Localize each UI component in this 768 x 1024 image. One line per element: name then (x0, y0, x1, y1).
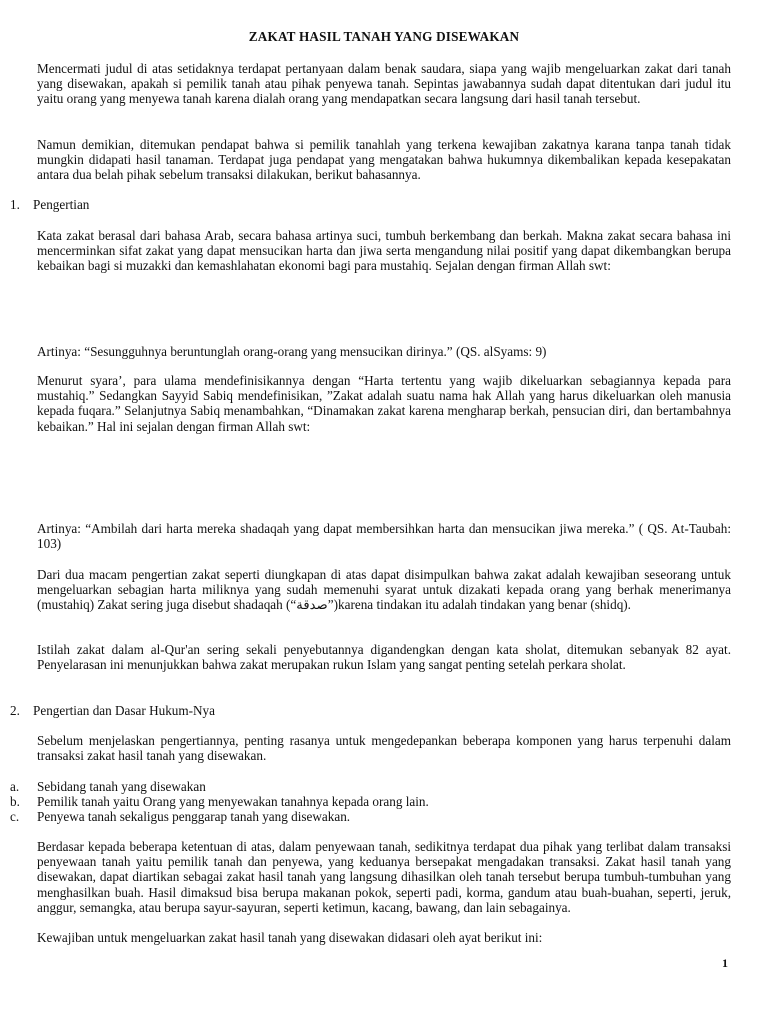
list-item (10, 794, 730, 809)
section-1-paragraph-1: Kata zakat berasal dari bahasa Arab, secara bahasa artinya suci, tumbuh berkembang dan berkah. Makna zakat secara bahasa ini mencerminkan sifat zakat yang dapat mensucikan harta dan jiwa serta mengandung nilai positif yang dapat dikembangkan berupa kebaikan bagi si muzakki dan kemashlahatan ekonomi bagi para mustahiq. Sejalan dengan firman Allah swt: (37, 228, 731, 274)
intro-paragraph-2: Namun demikian, ditemukan pendapat bahwa si pemilik tanahlah yang terkena kewajiban zakatnya karana tanpa tanah tidak mungkin didapati hasil tanaman. Terdapat juga pendapat yang mengatakan bahwa hukumnya dikembalikan kepada kesepakatan antara dua belah pihak sebelum transaksi dilakukan, berikut bahasannya. (37, 137, 731, 183)
list-item-text: Sebidang tanah yang disewakan (37, 779, 206, 794)
list-item-letter: b. (10, 794, 20, 809)
section-1-paragraph-4: Istilah zakat dalam al-Qur'an sering sekali penyebutannya digandengkan dengan kata sholat, ditemukan sebanyak 82 ayat. Penyelarasan ini menunjukkan bahwa zakat merupakan rukun Islam yang sangat penting setelah perkara sholat. (37, 642, 731, 673)
quran-translation-1: Artinya: “Sesungguhnya beruntunglah orang-orang yang mensucikan dirinya.” (QS. alSyams: 9) (37, 344, 547, 359)
list-item-letter: a. (10, 779, 20, 794)
section-2-number: 2. (10, 703, 20, 718)
section-1-heading (10, 197, 730, 212)
section-1-paragraph-3: Dari dua macam pengertian zakat seperti diungkapan di atas dapat disimpulkan bahwa zakat adalah kewajiban seseorang untuk mengeluarkan sebagian harta miliknya yang sudah memenuhi syarat untuk dizakati kepada orang yang berhak menerimanya (mustahiq) Zakat sering juga disebut shadaqah (“صدقة”)karena tindakan itu adalah tindakan yang benar (shidq). (37, 567, 731, 613)
section-1-number: 1. (10, 197, 20, 212)
list-item (10, 809, 730, 824)
section-2-closing-line: Kewajiban untuk mengeluarkan zakat hasil tanah yang disewakan didasari oleh ayat berikut ini: (37, 930, 543, 945)
document-title: ZAKAT HASIL TANAH YANG DISEWAKAN (248, 29, 520, 44)
list-item-text: Penyewa tanah sekaligus penggarap tanah yang disewakan. (37, 809, 351, 824)
page-number: 1 (722, 956, 728, 970)
section-2-title: Pengertian dan Dasar Hukum-Nya (33, 703, 216, 718)
quran-translation-2: Artinya: “Ambilah dari harta mereka shadaqah yang dapat membersihkan harta dan mensucikan jiwa mereka.” ( QS. At-Taubah: 103) (37, 521, 731, 552)
section-1-title: Pengertian (33, 197, 90, 212)
section-2-intro: Sebelum menjelaskan pengertiannya, penting rasanya untuk mengedepankan beberapa komponen yang harus terpenuhi dalam transaksi zakat hasil tanah yang disewakan. (37, 733, 731, 764)
intro-paragraph-1: Mencermati judul di atas setidaknya terdapat pertanyaan dalam benak saudara, siapa yang wajib mengeluarkan zakat dari tanah yang disewakan, apakah si pemilik tanah atau pihak penyewa tanah. Sepintas jawabannya sudah dapat ditentukan dari judul itu yaitu orang yang menyewa tanah karena dialah orang yang mendapatkan secara langsung dari hasil tanah tersebut. (37, 61, 731, 107)
section-2-heading (10, 703, 730, 718)
list-item (10, 779, 730, 794)
section-2-paragraph: Berdasar kepada beberapa ketentuan di atas, dalam penyewaan tanah, sedikitnya terdapat dua pihak yang terlibat dalam transaksi penyewaan tanah yaitu pemilik tanah dan penyewa, yang keduanya bersepakat mengadakan transaksi. Zakat hasil tanah yang disewakan, dapat diartikan sebagai zakat hasil tanah yang langsung dihasilkan oleh tanah tersebut berupa tumbuh-tumbuhan yang menghasilkan buah. Hasil dimaksud bisa berupa makanan pokok, seperti padi, korma, gandum atau buah-buahan, seperti, jeruk, anggur, semangka, atau berupa sayur-sayuran, seperti ketimun, kacang, bawang, dan lain sebagainya. (37, 839, 731, 915)
section-1-paragraph-2: Menurut syara’, para ulama mendefinisikannya dengan “Harta tertentu yang wajib dikeluarkan sebagiannya kepada para mustahiq.” Sedangkan Sayyid Sabiq mendefinisikan, ”Zakat adalah suatu nama hak Allah yang harus dikeluarkan oleh manusia kepada fuqara.” Selanjutnya Sabiq menambahkan, “Dinamakan zakat karena mengharap berkah, pensucian diri, dan bertambahnya kebaikan.” Hal ini sejalan dengan firman Allah swt: (37, 373, 731, 434)
list-item-letter: c. (10, 809, 20, 824)
list-item-text: Pemilik tanah yaitu Orang yang menyewakan tanahnya kepada orang lain. (37, 794, 429, 809)
